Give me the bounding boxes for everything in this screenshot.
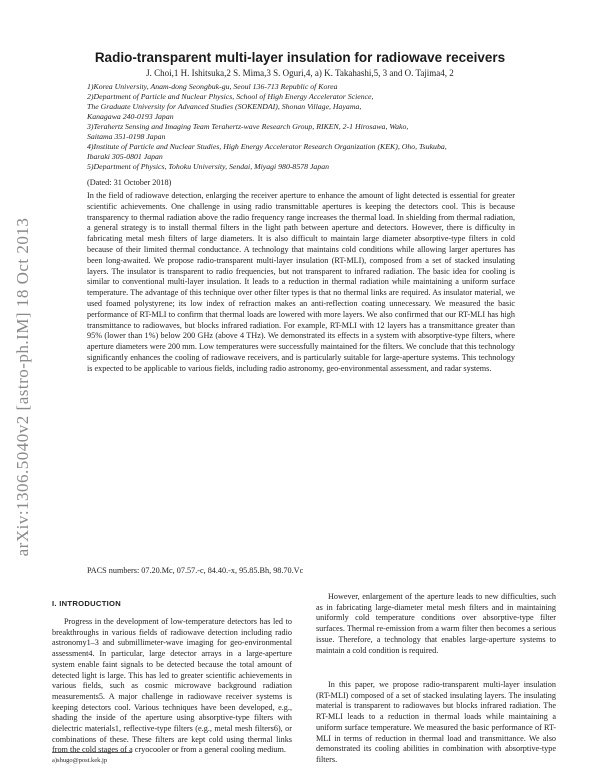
- affiliation-5: 5)Department of Physics, Tohoku University, Sendai, Miyagi 980-8578 Japan: [87, 162, 330, 171]
- date-line: (Dated: 31 October 2018): [87, 178, 172, 187]
- intro-paragraph-right-2: In this paper, we propose radio-transparent multi-layer insulation (RT-MLI) composed of a set of stacked insulating layers. The insulating material is transparent to radiowaves but blocks infrared radiation. The RT-MLI leads to a reduction in thermal loads while maintaining a uniform surface temperature. We measured the basic performance of RT-MLI in terms of reduction in thermal load and transmittance. We also demonstrated its cooling abilities in combination with absorptive-type filters.: [316, 680, 556, 764]
- abstract: In the field of radiowave detection, enlarging the receiver aperture to enhance the amount of light detected is essential for greater scientific achievements. One challenge in using radio transmittable apertures is keeping the detectors cool. This is because transparency to thermal radiation above the radio frequency range increases the thermal load. In shielding from thermal radiation, a general strategy is to install thermal filters in the light path between aperture and detectors. However, there is difficulty in fabricating metal mesh filters of large diameters. It is also difficult to maintain large diameter absorptive-type filters in cold because of their limited thermal conductance. A technology that maintains cold conditions while allowing larger apertures has been long-awaited. We propose radio-transparent multi-layer insulation (RT-MLI), composed from a set of stacked insulating layers. The insulator is transparent to radio frequencies, but not transparent to infrared radiation. The basic idea for cooling is similar to conventional multi-layer insulation. It leads to a reduction in thermal radiation while maintaining a uniform surface temperature. The advantage of this technique over other filter types is that no thermal links are required. As insulator material, we used foamed polystyrene; its low index of refraction makes an anti-reflection coating unnecessary. We measured the basic performance of RT-MLI to confirm that thermal loads are lowered with more layers. We also confirmed that our RT-MLI has high transmittance to radiowaves, but blocks infrared radiation. For example, RT-MLI with 12 layers has a transmittance greater than 95% (lower than 1%) below 200 GHz (above 4 THz). We demonstrated its effects in a system with absorptive-type filters, where aperture diameters were 200 mm. Low temperatures were successfully maintained for the filters. We conclude that this technology significantly enhances the cooling of radiowave receivers, and is particularly suitable for large-aperture systems. This technology is expected to be applicable to various fields, including radio astronomy, geo-environmental assessment, and radar systems.: [87, 191, 515, 373]
- intro-paragraph-right-1: However, enlargement of the aperture leads to new difficulties, such as in fabricating large-diameter metal mesh filters and in maintaining uniformly cold temperature conditions over absorptive-type filter surfaces. Thermal re-emission from a warm filter then becomes a serious issue. Therefore, a technology that enables large-aperture systems to maintain a cold condition is required.: [316, 592, 556, 655]
- intro-paragraph-left: Progress in the development of low-temperature detectors has led to breakthroughs in various fields of radiowave detection including radio astronomy1–3 and submillimeter-wave imaging for geo-environmental assessment4. In particular, large detector arrays in a large-aperture system enable faint signals to be detected because the total amount of detected light is large. This has led to greater scientific achievements in various fields, such as cosmic microwave background radiation measurements5. A major challenge in radiowave receiver systems is keeping detectors cool. Various techniques have been developed, e.g., shading the inside of the aperture using absorptive-type filters with dielectric materials1, reflective-type filters (e.g., metal mesh filters6), or combinations of these. These filters are kept cold using thermal links from the cold stages of a cryocooler or from a general cooling medium.: [52, 617, 292, 755]
- footnote-divider: [52, 752, 132, 753]
- affiliation-3: 3)Terahertz Sensing and Imaging Team Terahertz-wave Research Group, RIKEN, 2-1 Hirosawa, Wako,: [87, 122, 409, 131]
- affiliation-4: 4)Institute of Particle and Nuclear Studies, High Energy Accelerator Research Organization (KEK), Oho, Tsukuba,: [87, 142, 447, 151]
- affiliation-2: 2)Department of Particle and Nuclear Physics, School of High Energy Accelerator Science,: [87, 92, 374, 101]
- pacs-numbers: PACS numbers: 07.20.Mc, 07.57.-c, 84.40.-x, 95.85.Bh, 98.70.Vc: [87, 566, 304, 575]
- affiliation-4-line-2: Ibaraki 305-0801 Japan: [87, 152, 163, 161]
- paper-title: Radio-transparent multi-layer insulation for radiowave receivers: [94, 50, 506, 65]
- affiliation-2-line-3: Kanagawa 240-0193 Japan: [87, 112, 174, 121]
- affiliation-2-line-2: The Graduate University for Advanced Studies (SOKENDAI), Shonan Village, Hayama,: [87, 102, 362, 111]
- affiliation-1: 1)Korea University, Anam-dong Seongbuk-gu, Seoul 136-713 Republic of Korea: [87, 82, 338, 91]
- arxiv-identifier: arXiv:1306.5040v2 [astro-ph.IM] 18 Oct 2013: [13, 217, 32, 557]
- section-heading-introduction: I. INTRODUCTION: [52, 599, 122, 608]
- author-list: J. Choi,1 H. Ishitsuka,2 S. Mima,3 S. Oguri,4, a) K. Takahashi,5, 3 and O. Tajima4, 2: [146, 68, 454, 78]
- affiliation-3-line-2: Saitama 351-0198 Japan: [87, 132, 166, 141]
- footnote-email: a)shugo@post.kek.jp: [52, 757, 108, 764]
